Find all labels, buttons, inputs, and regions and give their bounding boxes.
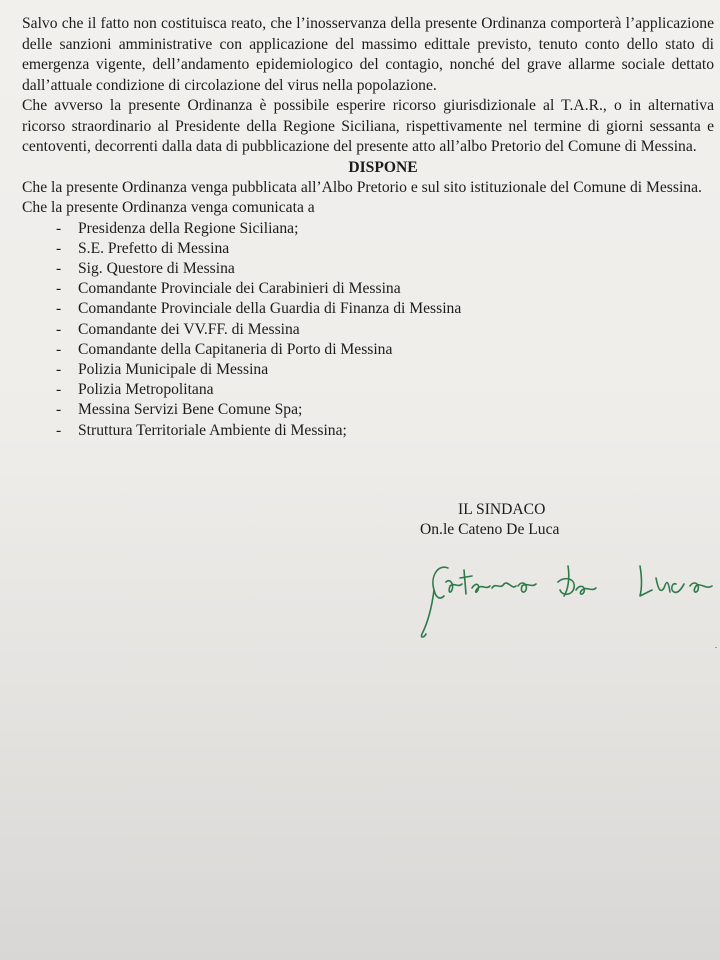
list-dash: - [56, 360, 62, 378]
list-item [22, 299, 714, 319]
list-dash: - [56, 259, 62, 277]
recipient-label: Comandante dei VV.FF. di Messina [78, 320, 300, 338]
handwritten-signature [408, 548, 720, 648]
paragraph-sanctions: Salvo che il fatto non costituisca reato, che l’inosservanza della presente Ordinanza comporterà l’applicazione delle sanzioni amministrative con applicazione del massimo edittale previsto, tenuto conto dello stato di emergenza vigente, dell’andamento epidemiologico del contagio, nonché del grave allarme sociale dettato dall’attuale condizione di circolazione del virus nella popolazione. [22, 15, 714, 94]
recipient-label: Polizia Metropolitana [78, 381, 214, 399]
recipient-label: Comandante Provinciale della Guardia di Finanza di Messina [78, 300, 462, 318]
list-item [22, 320, 714, 340]
list-item [22, 259, 714, 279]
section-heading: DISPONE [348, 158, 418, 176]
paragraph-appeal: Che avverso la presente Ordinanza è possibile esperire ricorso giurisdizionale al T.A.R., o in alternativa ricorso straordinario al Presidente della Regione Siciliana, rispettivamente nel termine di giorni sessanta e centoventi, decorrenti dalla data di pubblicazione del presente atto all’albo Pretorio del Comune di Messina. [22, 97, 714, 155]
list-item [22, 239, 714, 259]
signature-block [420, 500, 620, 540]
list-dash: - [56, 239, 62, 257]
list-item [22, 400, 714, 420]
list-item [22, 340, 714, 360]
recipient-label: Polizia Municipale di Messina [78, 360, 269, 378]
list-dash: - [56, 421, 62, 439]
signature-name: On.le Cateno De Luca [420, 521, 560, 538]
recipient-label: S.E. Prefetto di Messina [78, 239, 230, 257]
list-dash: - [56, 320, 62, 338]
list-dash: - [56, 280, 62, 298]
list-item [22, 279, 714, 299]
recipient-label: Struttura Territoriale Ambiente di Messina; [78, 421, 347, 439]
document-page [22, 14, 714, 441]
list-dash: - [56, 300, 62, 318]
list-dash: - [56, 340, 62, 358]
recipient-label: Messina Servizi Bene Comune Spa; [78, 401, 303, 419]
paragraph-communication: Che la presente Ordinanza venga comunicata a [22, 199, 315, 216]
list-dash: - [56, 219, 62, 237]
list-item [22, 421, 714, 441]
list-item [22, 380, 714, 400]
recipient-list [22, 219, 714, 441]
recipient-label: Comandante Provinciale dei Carabinieri di Messina [78, 280, 401, 298]
paragraph-publication: Che la presente Ordinanza venga pubblicata all’Albo Pretorio e sul sito istituzionale del Comune di Messina. [22, 178, 702, 196]
list-dash: - [56, 401, 62, 419]
signature-title: IL SINDACO [458, 501, 546, 518]
list-dash: - [56, 381, 62, 399]
list-item [22, 219, 714, 239]
recipient-label: Comandante della Capitaneria di Porto di Messina [78, 340, 393, 358]
recipient-label: Presidenza della Regione Siciliana; [78, 219, 299, 237]
recipient-label: Sig. Questore di Messina [78, 259, 235, 277]
list-item [22, 360, 714, 380]
